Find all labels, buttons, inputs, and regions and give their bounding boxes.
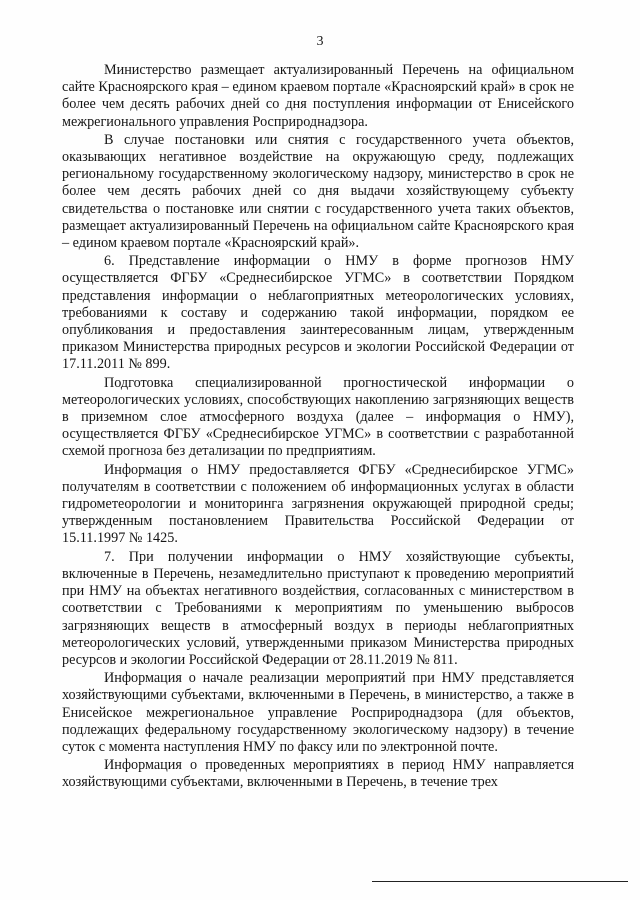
paragraph-3: 6. Представление информации о НМУ в форме прогнозов НМУ осуществляется ФГБУ «Среднесибирское УГМС» в соответствии Порядком представления информации о неблагоприятных метеорологических условиях, требованиями к составу и содержанию такой информации, порядком ее опубликования и предоставления заинтересованным лицам, утвержденным приказом Министерства природных ресурсов и экологии Российской Федерации от 17.11.2011 № 899.: [62, 253, 574, 373]
paragraph-2: В случае постановки или снятия с государственного учета объектов, оказывающих негативное воздействие на окружающую среду, подлежащих региональному государственному экологическому надзору, министерство в срок не более чем десять рабочих дней со дня выдачи хозяйствующему субъекту свидетельства о постановке или снятии с государственного учета таких объектов, размещает актуализированный Перечень на официальном сайте Красноярского края – едином краевом портале «Красноярский край».: [62, 131, 574, 252]
paragraph-8: Информация о проведенных мероприятиях в период НМУ направляется хозяйствующими субъектами, включенными в Перечень, в течение трех: [62, 757, 574, 791]
paragraph-7: Информация о начале реализации мероприятий при НМУ представляется хозяйствующими субъектами, включенными в Перечень, в министерство, а также в Енисейское межрегиональное управление Росприроднадзора (для объектов, подлежащих федеральному государственному экологическому надзору) в течение суток с момента наступления НМУ по факсу или по электронной почте.: [62, 670, 574, 755]
paragraph-1: Министерство размещает актуализированный Перечень на официальном сайте Красноярского края – едином краевом портале «Красноярский край» в срок не более чем десять рабочих дней со дня поступления информации от Енисейского межрегионального управления Росприроднадзора.: [62, 62, 574, 130]
bottom-divider: [372, 881, 628, 882]
paragraph-4: Подготовка специализированной прогностической информации о метеорологических условиях, способствующих накоплению загрязняющих веществ в приземном слое атмосферного воздуха (далее – информация о НМУ), осуществляется ФГБУ «Среднесибирское УГМС» в соответствии с разработанной схемой прогноза без детализации по предприятиям.: [62, 374, 574, 460]
paragraph-5: Информация о НМУ предоставляется ФГБУ «Среднесибирское УГМС» получателям в соответствии с положением об информационных услугах в области гидрометеорологии и мониторинга загрязнения окружающей природной среды; утвержденным постановлением Правительства Российской Федерации от 15.11.1997 № 1425.: [62, 461, 574, 547]
paragraph-6: 7. При получении информации о НМУ хозяйствующие субъекты, включенные в Перечень, незамедлительно приступают к проведению мероприятий при НМУ на объектах негативного воздействия, согласованных с министерством в соответствии с Требованиями к мероприятиям по уменьшению выбросов загрязняющих веществ в атмосферный воздух в периоды неблагоприятных метеорологических условий, утвержденными приказом Министерства природных ресурсов и экологии Российской Федерации от 28.11.2019 № 811.: [62, 548, 574, 668]
document-body: [62, 62, 574, 792]
page-number: 3: [316, 34, 324, 49]
